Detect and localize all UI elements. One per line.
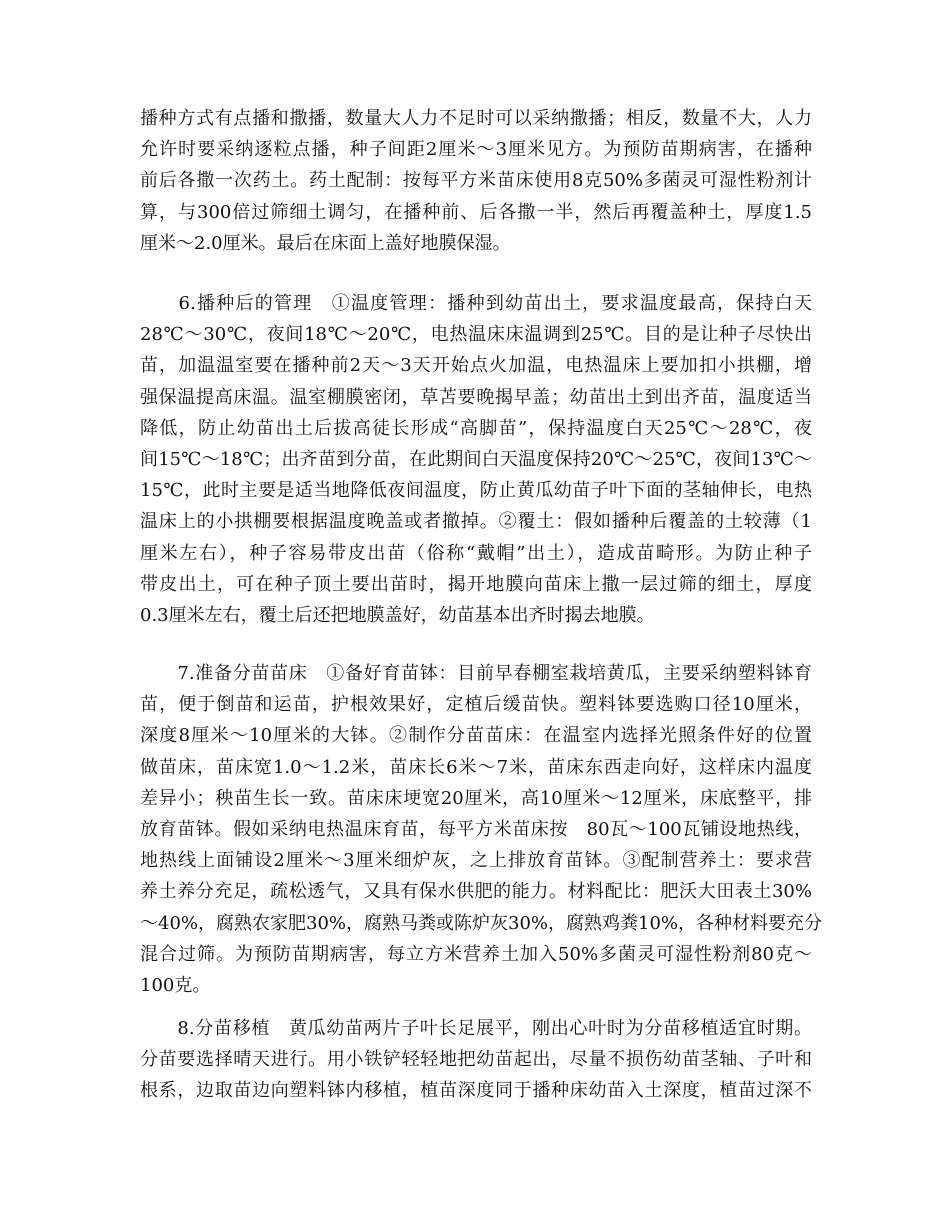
text-line: 地热线上面铺设2厘米～3厘米细炉灰，之上排放育苗钵。③配制营养土：要求营 (140, 850, 812, 872)
text-line: 前后各撒一次药土。药土配制：按每平方米苗床使用8克50%多菌灵可湿性粉剂计 (140, 170, 812, 192)
text-line: 深度8厘米～10厘米的大钵。②制作分苗苗床：在温室内选择光照条件好的位置 (140, 725, 812, 747)
text-line: 温床上的小拱棚要根据温度晚盖或者撤掉。②覆土：假如播种后覆盖的土较薄（1 (140, 511, 812, 533)
text-line: 厘米～2.0厘米。最后在床面上盖好地膜保湿。 (140, 232, 511, 254)
text-line: 做苗床，苗床宽1.0～1.2米，苗床长6米～7米，苗床东西走向好，这样床内温度 (140, 756, 812, 778)
text-line: ～40%，腐熟农家肥30%，腐熟马粪或陈炉灰30%，腐熟鸡粪10%，各种材料要充分 (140, 912, 823, 934)
text-line: 100克。 (140, 975, 211, 997)
paragraph-post-sowing-management (140, 288, 812, 631)
text-line: 8.分苗移植 黄瓜幼苗两片子叶长足展平，刚出心叶时为分苗移植适宜时期。 (140, 1018, 812, 1039)
text-line: 放育苗钵。假如采纳电热温床育苗，每平方米苗床按 80瓦～100瓦铺设地热线， (140, 819, 812, 841)
paragraph-sowing-method (140, 103, 812, 259)
text-line: 7.准备分苗苗床 ①备好育苗钵：目前早春棚室栽培黄瓜，主要采纳塑料钵育 (140, 663, 812, 684)
text-line: 厘米左右），种子容易带皮出苗（俗称“戴帽”出土），造成苗畸形。为防止种子 (140, 542, 812, 564)
text-line: 0.3厘米左右，覆土后还把地膜盖好，幼苗基本出齐时揭去地膜。 (140, 605, 655, 627)
text-line: 6.播种后的管理 ①温度管理：播种到幼苗出土，要求温度最高，保持白天 (140, 293, 812, 314)
text-line: 降低，防止幼苗出土后拔高徒长形成“高脚苗”，保持温度白天25℃～28℃，夜 (140, 417, 812, 439)
text-line: 苗，便于倒苗和运苗，护根效果好，定植后缓苗快。塑料钵要选购口径10厘米， (140, 694, 812, 716)
text-line: 根系，边取苗边向塑料钵内移植，植苗深度同于播种床幼苗入土深度，植苗过深不 (140, 1080, 812, 1102)
paragraph-seedbed-preparation (140, 658, 823, 1001)
text-line: 分苗要选择晴天进行。用小铁铲轻轻地把幼苗起出，尽量不损伤幼苗茎轴、子叶和 (140, 1049, 812, 1071)
text-line: 苗，加温温室要在播种前2天～3天开始点火加温，电热温床上要加扣小拱棚，增 (140, 355, 812, 377)
text-line: 混合过筛。为预防苗期病害，每立方米营养土加入50%多菌灵可湿性粉剂80克～ (140, 943, 812, 965)
text-line: 播种方式有点播和撒播，数量大人力不足时可以采纳撒播；相反，数量不大，人力 (140, 108, 812, 129)
text-line: 养土养分充足，疏松透气，又具有保水供肥的能力。材料配比：肥沃大田表土30% (140, 881, 812, 903)
text-line: 差异小；秧苗生长一致。苗床床埂宽20厘米，高10厘米～12厘米，床底整平，排 (140, 787, 812, 809)
text-line: 带皮出土，可在种子顶土要出苗时，揭开地膜向苗床上撒一层过筛的细土，厚度 (140, 573, 812, 595)
text-line: 强保温提高床温。温室棚膜密闭，草苫要晚揭早盖；幼苗出土到出齐苗，温度适当 (140, 386, 812, 408)
text-line: 算，与300倍过筛细土调匀，在播种前、后各撒一半，然后再覆盖种土，厚度1.5 (140, 201, 812, 223)
text-line: 28℃～30℃，夜间18℃～20℃，电热温床床温调到25℃。目的是让种子尽快出 (140, 324, 812, 346)
text-line: 间15℃～18℃；出齐苗到分苗，在此期间白天温度保持20℃～25℃，夜间13℃～ (140, 449, 812, 471)
text-line: 允许时要采纳逐粒点播，种子间距2厘米～3厘米见方。为预防苗期病害，在播种 (140, 139, 812, 161)
text-line: 15℃，此时主要是适当地降低夜间温度，防止黄瓜幼苗子叶下面的茎轴伸长，电热 (140, 480, 812, 502)
paragraph-transplanting (140, 1013, 812, 1107)
